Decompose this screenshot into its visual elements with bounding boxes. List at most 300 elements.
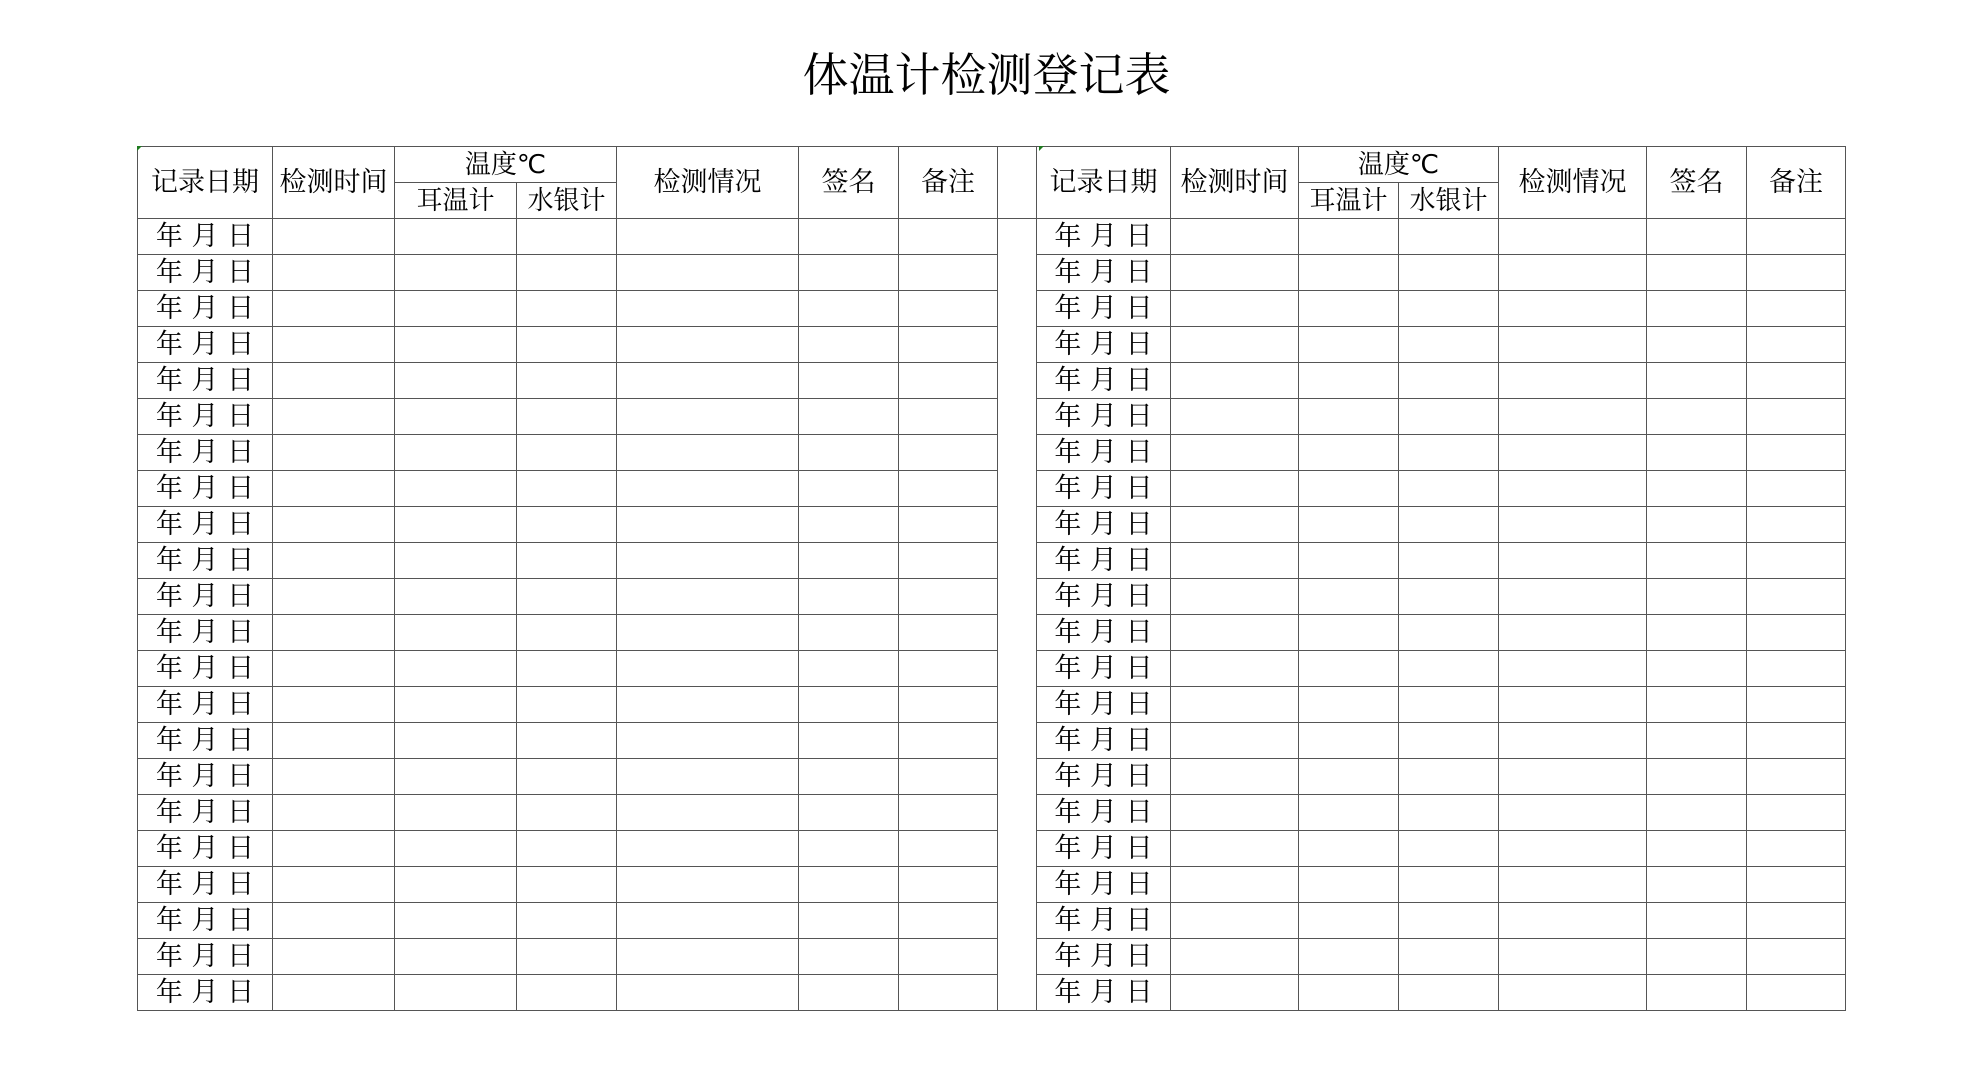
left-date-cell[interactable]: 年 月 日 <box>138 723 273 759</box>
left-ear-thermometer-cell[interactable] <box>395 723 517 759</box>
right-check-time-cell[interactable] <box>1171 831 1299 867</box>
left-ear-thermometer-cell[interactable] <box>395 327 517 363</box>
left-check-status-cell[interactable] <box>617 615 799 651</box>
right-signature-cell[interactable] <box>1647 399 1747 435</box>
right-check-time-cell[interactable] <box>1171 795 1299 831</box>
right-check-time-cell[interactable] <box>1171 723 1299 759</box>
right-mercury-thermometer-cell[interactable] <box>1399 507 1499 543</box>
left-remarks-cell[interactable] <box>899 255 998 291</box>
left-date-cell[interactable]: 年 月 日 <box>138 291 273 327</box>
right-mercury-thermometer-cell[interactable] <box>1399 219 1499 255</box>
right-check-status-cell[interactable] <box>1499 471 1647 507</box>
right-date-cell[interactable]: 年 月 日 <box>1037 255 1171 291</box>
left-signature-cell[interactable] <box>799 255 899 291</box>
right-check-status-cell[interactable] <box>1499 327 1647 363</box>
left-remarks-cell[interactable] <box>899 399 998 435</box>
left-mercury-thermometer-cell[interactable] <box>517 579 617 615</box>
right-signature-cell[interactable] <box>1647 291 1747 327</box>
right-ear-thermometer-cell[interactable] <box>1299 759 1399 795</box>
right-check-status-cell[interactable] <box>1499 687 1647 723</box>
right-check-status-cell[interactable] <box>1499 615 1647 651</box>
left-ear-thermometer-cell[interactable] <box>395 759 517 795</box>
left-check-status-cell[interactable] <box>617 219 799 255</box>
left-signature-cell[interactable] <box>799 723 899 759</box>
left-ear-thermometer-cell[interactable] <box>395 579 517 615</box>
right-check-time-cell[interactable] <box>1171 939 1299 975</box>
right-mercury-thermometer-cell[interactable] <box>1399 867 1499 903</box>
right-check-status-cell[interactable] <box>1499 219 1647 255</box>
right-date-cell[interactable]: 年 月 日 <box>1037 471 1171 507</box>
right-mercury-thermometer-cell[interactable] <box>1399 255 1499 291</box>
right-remarks-cell[interactable] <box>1747 903 1846 939</box>
right-date-cell[interactable]: 年 月 日 <box>1037 759 1171 795</box>
left-date-cell[interactable]: 年 月 日 <box>138 435 273 471</box>
left-signature-cell[interactable] <box>799 687 899 723</box>
right-remarks-cell[interactable] <box>1747 615 1846 651</box>
right-check-status-cell[interactable] <box>1499 255 1647 291</box>
left-remarks-cell[interactable] <box>899 363 998 399</box>
right-signature-cell[interactable] <box>1647 255 1747 291</box>
right-check-time-cell[interactable] <box>1171 507 1299 543</box>
left-remarks-cell[interactable] <box>899 831 998 867</box>
right-remarks-cell[interactable] <box>1747 795 1846 831</box>
left-check-status-cell[interactable] <box>617 651 799 687</box>
left-date-cell[interactable]: 年 月 日 <box>138 255 273 291</box>
right-remarks-cell[interactable] <box>1747 219 1846 255</box>
right-signature-cell[interactable] <box>1647 723 1747 759</box>
right-check-status-cell[interactable] <box>1499 543 1647 579</box>
right-mercury-thermometer-cell[interactable] <box>1399 795 1499 831</box>
left-check-time-cell[interactable] <box>273 471 395 507</box>
left-ear-thermometer-cell[interactable] <box>395 939 517 975</box>
right-mercury-thermometer-cell[interactable] <box>1399 903 1499 939</box>
right-check-time-cell[interactable] <box>1171 651 1299 687</box>
left-signature-cell[interactable] <box>799 831 899 867</box>
left-remarks-cell[interactable] <box>899 867 998 903</box>
right-signature-cell[interactable] <box>1647 651 1747 687</box>
left-check-time-cell[interactable] <box>273 543 395 579</box>
left-signature-cell[interactable] <box>799 975 899 1011</box>
right-remarks-cell[interactable] <box>1747 867 1846 903</box>
right-date-cell[interactable]: 年 月 日 <box>1037 219 1171 255</box>
left-check-status-cell[interactable] <box>617 759 799 795</box>
right-check-time-cell[interactable] <box>1171 975 1299 1011</box>
right-mercury-thermometer-cell[interactable] <box>1399 435 1499 471</box>
right-mercury-thermometer-cell[interactable] <box>1399 471 1499 507</box>
right-remarks-cell[interactable] <box>1747 255 1846 291</box>
left-remarks-cell[interactable] <box>899 291 998 327</box>
left-check-time-cell[interactable] <box>273 939 395 975</box>
left-check-status-cell[interactable] <box>617 831 799 867</box>
right-ear-thermometer-cell[interactable] <box>1299 795 1399 831</box>
left-ear-thermometer-cell[interactable] <box>395 507 517 543</box>
left-remarks-cell[interactable] <box>899 507 998 543</box>
left-signature-cell[interactable] <box>799 939 899 975</box>
left-mercury-thermometer-cell[interactable] <box>517 723 617 759</box>
right-check-status-cell[interactable] <box>1499 651 1647 687</box>
right-ear-thermometer-cell[interactable] <box>1299 687 1399 723</box>
left-remarks-cell[interactable] <box>899 327 998 363</box>
left-check-time-cell[interactable] <box>273 291 395 327</box>
right-check-status-cell[interactable] <box>1499 291 1647 327</box>
right-signature-cell[interactable] <box>1647 831 1747 867</box>
left-mercury-thermometer-cell[interactable] <box>517 507 617 543</box>
right-ear-thermometer-cell[interactable] <box>1299 615 1399 651</box>
left-mercury-thermometer-cell[interactable] <box>517 615 617 651</box>
left-date-cell[interactable]: 年 月 日 <box>138 651 273 687</box>
left-check-status-cell[interactable] <box>617 975 799 1011</box>
right-check-status-cell[interactable] <box>1499 903 1647 939</box>
right-remarks-cell[interactable] <box>1747 831 1846 867</box>
left-check-time-cell[interactable] <box>273 579 395 615</box>
left-date-cell[interactable]: 年 月 日 <box>138 867 273 903</box>
right-check-time-cell[interactable] <box>1171 219 1299 255</box>
right-check-time-cell[interactable] <box>1171 399 1299 435</box>
left-check-status-cell[interactable] <box>617 939 799 975</box>
left-signature-cell[interactable] <box>799 795 899 831</box>
left-mercury-thermometer-cell[interactable] <box>517 435 617 471</box>
left-date-cell[interactable]: 年 月 日 <box>138 327 273 363</box>
left-mercury-thermometer-cell[interactable] <box>517 363 617 399</box>
left-remarks-cell[interactable] <box>899 651 998 687</box>
right-ear-thermometer-cell[interactable] <box>1299 363 1399 399</box>
left-date-cell[interactable]: 年 月 日 <box>138 795 273 831</box>
right-mercury-thermometer-cell[interactable] <box>1399 723 1499 759</box>
left-check-time-cell[interactable] <box>273 723 395 759</box>
right-ear-thermometer-cell[interactable] <box>1299 219 1399 255</box>
left-remarks-cell[interactable] <box>899 759 998 795</box>
right-remarks-cell[interactable] <box>1747 723 1846 759</box>
right-signature-cell[interactable] <box>1647 903 1747 939</box>
left-mercury-thermometer-cell[interactable] <box>517 975 617 1011</box>
left-ear-thermometer-cell[interactable] <box>395 795 517 831</box>
left-date-cell[interactable]: 年 月 日 <box>138 939 273 975</box>
right-check-time-cell[interactable] <box>1171 687 1299 723</box>
left-date-cell[interactable]: 年 月 日 <box>138 687 273 723</box>
right-date-cell[interactable]: 年 月 日 <box>1037 867 1171 903</box>
right-remarks-cell[interactable] <box>1747 507 1846 543</box>
right-date-cell[interactable]: 年 月 日 <box>1037 831 1171 867</box>
left-mercury-thermometer-cell[interactable] <box>517 255 617 291</box>
left-date-cell[interactable]: 年 月 日 <box>138 579 273 615</box>
left-check-time-cell[interactable] <box>273 255 395 291</box>
right-signature-cell[interactable] <box>1647 543 1747 579</box>
right-remarks-cell[interactable] <box>1747 399 1846 435</box>
right-signature-cell[interactable] <box>1647 435 1747 471</box>
right-ear-thermometer-cell[interactable] <box>1299 291 1399 327</box>
left-signature-cell[interactable] <box>799 327 899 363</box>
left-remarks-cell[interactable] <box>899 219 998 255</box>
left-check-status-cell[interactable] <box>617 471 799 507</box>
right-date-cell[interactable]: 年 月 日 <box>1037 399 1171 435</box>
right-ear-thermometer-cell[interactable] <box>1299 543 1399 579</box>
left-check-time-cell[interactable] <box>273 975 395 1011</box>
left-check-status-cell[interactable] <box>617 363 799 399</box>
left-mercury-thermometer-cell[interactable] <box>517 867 617 903</box>
left-check-time-cell[interactable] <box>273 687 395 723</box>
right-check-time-cell[interactable] <box>1171 363 1299 399</box>
left-check-time-cell[interactable] <box>273 903 395 939</box>
right-remarks-cell[interactable] <box>1747 651 1846 687</box>
right-check-time-cell[interactable] <box>1171 867 1299 903</box>
left-check-status-cell[interactable] <box>617 687 799 723</box>
left-remarks-cell[interactable] <box>899 471 998 507</box>
left-signature-cell[interactable] <box>799 903 899 939</box>
left-check-time-cell[interactable] <box>273 867 395 903</box>
left-check-time-cell[interactable] <box>273 651 395 687</box>
right-check-time-cell[interactable] <box>1171 327 1299 363</box>
left-date-cell[interactable]: 年 月 日 <box>138 507 273 543</box>
left-date-cell[interactable]: 年 月 日 <box>138 219 273 255</box>
left-signature-cell[interactable] <box>799 363 899 399</box>
right-date-cell[interactable]: 年 月 日 <box>1037 435 1171 471</box>
left-signature-cell[interactable] <box>799 435 899 471</box>
left-check-time-cell[interactable] <box>273 831 395 867</box>
left-signature-cell[interactable] <box>799 219 899 255</box>
left-mercury-thermometer-cell[interactable] <box>517 543 617 579</box>
right-ear-thermometer-cell[interactable] <box>1299 831 1399 867</box>
left-ear-thermometer-cell[interactable] <box>395 255 517 291</box>
right-signature-cell[interactable] <box>1647 363 1747 399</box>
right-remarks-cell[interactable] <box>1747 975 1846 1011</box>
left-ear-thermometer-cell[interactable] <box>395 219 517 255</box>
left-ear-thermometer-cell[interactable] <box>395 291 517 327</box>
left-check-status-cell[interactable] <box>617 903 799 939</box>
right-ear-thermometer-cell[interactable] <box>1299 975 1399 1011</box>
left-date-cell[interactable]: 年 月 日 <box>138 399 273 435</box>
left-mercury-thermometer-cell[interactable] <box>517 651 617 687</box>
right-remarks-cell[interactable] <box>1747 543 1846 579</box>
left-remarks-cell[interactable] <box>899 687 998 723</box>
right-check-status-cell[interactable] <box>1499 795 1647 831</box>
right-check-status-cell[interactable] <box>1499 435 1647 471</box>
left-check-time-cell[interactable] <box>273 219 395 255</box>
right-check-time-cell[interactable] <box>1171 255 1299 291</box>
left-mercury-thermometer-cell[interactable] <box>517 219 617 255</box>
left-signature-cell[interactable] <box>799 759 899 795</box>
left-check-status-cell[interactable] <box>617 399 799 435</box>
right-check-status-cell[interactable] <box>1499 399 1647 435</box>
right-date-cell[interactable]: 年 月 日 <box>1037 327 1171 363</box>
left-remarks-cell[interactable] <box>899 903 998 939</box>
right-ear-thermometer-cell[interactable] <box>1299 471 1399 507</box>
right-ear-thermometer-cell[interactable] <box>1299 939 1399 975</box>
right-check-status-cell[interactable] <box>1499 867 1647 903</box>
right-mercury-thermometer-cell[interactable] <box>1399 399 1499 435</box>
left-check-status-cell[interactable] <box>617 723 799 759</box>
right-remarks-cell[interactable] <box>1747 759 1846 795</box>
left-check-status-cell[interactable] <box>617 507 799 543</box>
left-mercury-thermometer-cell[interactable] <box>517 687 617 723</box>
left-signature-cell[interactable] <box>799 471 899 507</box>
right-ear-thermometer-cell[interactable] <box>1299 255 1399 291</box>
left-check-status-cell[interactable] <box>617 327 799 363</box>
right-check-time-cell[interactable] <box>1171 759 1299 795</box>
left-check-time-cell[interactable] <box>273 615 395 651</box>
right-mercury-thermometer-cell[interactable] <box>1399 363 1499 399</box>
left-ear-thermometer-cell[interactable] <box>395 543 517 579</box>
left-remarks-cell[interactable] <box>899 975 998 1011</box>
left-mercury-thermometer-cell[interactable] <box>517 759 617 795</box>
right-ear-thermometer-cell[interactable] <box>1299 651 1399 687</box>
right-ear-thermometer-cell[interactable] <box>1299 507 1399 543</box>
left-ear-thermometer-cell[interactable] <box>395 435 517 471</box>
left-mercury-thermometer-cell[interactable] <box>517 291 617 327</box>
left-date-cell[interactable]: 年 月 日 <box>138 831 273 867</box>
right-mercury-thermometer-cell[interactable] <box>1399 615 1499 651</box>
left-ear-thermometer-cell[interactable] <box>395 471 517 507</box>
left-ear-thermometer-cell[interactable] <box>395 975 517 1011</box>
left-check-status-cell[interactable] <box>617 255 799 291</box>
right-mercury-thermometer-cell[interactable] <box>1399 759 1499 795</box>
left-remarks-cell[interactable] <box>899 435 998 471</box>
right-check-time-cell[interactable] <box>1171 291 1299 327</box>
left-date-cell[interactable]: 年 月 日 <box>138 975 273 1011</box>
left-ear-thermometer-cell[interactable] <box>395 399 517 435</box>
left-signature-cell[interactable] <box>799 291 899 327</box>
right-check-time-cell[interactable] <box>1171 543 1299 579</box>
right-signature-cell[interactable] <box>1647 507 1747 543</box>
right-signature-cell[interactable] <box>1647 687 1747 723</box>
right-signature-cell[interactable] <box>1647 579 1747 615</box>
right-mercury-thermometer-cell[interactable] <box>1399 579 1499 615</box>
left-signature-cell[interactable] <box>799 867 899 903</box>
right-check-status-cell[interactable] <box>1499 975 1647 1011</box>
right-mercury-thermometer-cell[interactable] <box>1399 975 1499 1011</box>
right-date-cell[interactable]: 年 月 日 <box>1037 723 1171 759</box>
right-signature-cell[interactable] <box>1647 975 1747 1011</box>
left-date-cell[interactable]: 年 月 日 <box>138 759 273 795</box>
right-check-time-cell[interactable] <box>1171 903 1299 939</box>
right-check-status-cell[interactable] <box>1499 579 1647 615</box>
right-mercury-thermometer-cell[interactable] <box>1399 687 1499 723</box>
right-mercury-thermometer-cell[interactable] <box>1399 327 1499 363</box>
left-remarks-cell[interactable] <box>899 795 998 831</box>
left-signature-cell[interactable] <box>799 579 899 615</box>
left-signature-cell[interactable] <box>799 615 899 651</box>
left-remarks-cell[interactable] <box>899 939 998 975</box>
left-check-status-cell[interactable] <box>617 291 799 327</box>
left-check-time-cell[interactable] <box>273 759 395 795</box>
right-remarks-cell[interactable] <box>1747 687 1846 723</box>
right-signature-cell[interactable] <box>1647 471 1747 507</box>
right-date-cell[interactable]: 年 月 日 <box>1037 615 1171 651</box>
right-ear-thermometer-cell[interactable] <box>1299 867 1399 903</box>
right-date-cell[interactable]: 年 月 日 <box>1037 651 1171 687</box>
left-ear-thermometer-cell[interactable] <box>395 903 517 939</box>
right-date-cell[interactable]: 年 月 日 <box>1037 543 1171 579</box>
left-check-time-cell[interactable] <box>273 507 395 543</box>
left-date-cell[interactable]: 年 月 日 <box>138 903 273 939</box>
right-check-status-cell[interactable] <box>1499 939 1647 975</box>
right-signature-cell[interactable] <box>1647 615 1747 651</box>
left-mercury-thermometer-cell[interactable] <box>517 939 617 975</box>
left-check-status-cell[interactable] <box>617 579 799 615</box>
left-mercury-thermometer-cell[interactable] <box>517 903 617 939</box>
right-mercury-thermometer-cell[interactable] <box>1399 831 1499 867</box>
left-remarks-cell[interactable] <box>899 579 998 615</box>
right-date-cell[interactable]: 年 月 日 <box>1037 291 1171 327</box>
left-remarks-cell[interactable] <box>899 543 998 579</box>
left-mercury-thermometer-cell[interactable] <box>517 831 617 867</box>
left-ear-thermometer-cell[interactable] <box>395 651 517 687</box>
right-signature-cell[interactable] <box>1647 939 1747 975</box>
right-remarks-cell[interactable] <box>1747 471 1846 507</box>
left-signature-cell[interactable] <box>799 399 899 435</box>
right-remarks-cell[interactable] <box>1747 579 1846 615</box>
right-mercury-thermometer-cell[interactable] <box>1399 291 1499 327</box>
left-signature-cell[interactable] <box>799 651 899 687</box>
left-ear-thermometer-cell[interactable] <box>395 687 517 723</box>
right-ear-thermometer-cell[interactable] <box>1299 435 1399 471</box>
right-mercury-thermometer-cell[interactable] <box>1399 543 1499 579</box>
right-signature-cell[interactable] <box>1647 795 1747 831</box>
left-check-status-cell[interactable] <box>617 543 799 579</box>
right-date-cell[interactable]: 年 月 日 <box>1037 975 1171 1011</box>
right-date-cell[interactable]: 年 月 日 <box>1037 579 1171 615</box>
left-ear-thermometer-cell[interactable] <box>395 867 517 903</box>
left-remarks-cell[interactable] <box>899 723 998 759</box>
right-mercury-thermometer-cell[interactable] <box>1399 939 1499 975</box>
left-signature-cell[interactable] <box>799 543 899 579</box>
right-date-cell[interactable]: 年 月 日 <box>1037 939 1171 975</box>
right-check-time-cell[interactable] <box>1171 615 1299 651</box>
left-check-status-cell[interactable] <box>617 795 799 831</box>
left-mercury-thermometer-cell[interactable] <box>517 471 617 507</box>
left-date-cell[interactable]: 年 月 日 <box>138 363 273 399</box>
right-check-status-cell[interactable] <box>1499 831 1647 867</box>
left-check-time-cell[interactable] <box>273 435 395 471</box>
right-ear-thermometer-cell[interactable] <box>1299 903 1399 939</box>
left-ear-thermometer-cell[interactable] <box>395 831 517 867</box>
right-remarks-cell[interactable] <box>1747 327 1846 363</box>
left-mercury-thermometer-cell[interactable] <box>517 327 617 363</box>
right-check-status-cell[interactable] <box>1499 759 1647 795</box>
left-check-time-cell[interactable] <box>273 363 395 399</box>
right-date-cell[interactable]: 年 月 日 <box>1037 507 1171 543</box>
left-date-cell[interactable]: 年 月 日 <box>138 471 273 507</box>
left-mercury-thermometer-cell[interactable] <box>517 399 617 435</box>
right-check-status-cell[interactable] <box>1499 723 1647 759</box>
left-check-time-cell[interactable] <box>273 399 395 435</box>
right-check-time-cell[interactable] <box>1171 435 1299 471</box>
right-date-cell[interactable]: 年 月 日 <box>1037 795 1171 831</box>
right-ear-thermometer-cell[interactable] <box>1299 723 1399 759</box>
right-signature-cell[interactable] <box>1647 759 1747 795</box>
right-check-status-cell[interactable] <box>1499 363 1647 399</box>
right-remarks-cell[interactable] <box>1747 363 1846 399</box>
right-signature-cell[interactable] <box>1647 219 1747 255</box>
right-ear-thermometer-cell[interactable] <box>1299 579 1399 615</box>
left-date-cell[interactable]: 年 月 日 <box>138 615 273 651</box>
right-ear-thermometer-cell[interactable] <box>1299 327 1399 363</box>
right-mercury-thermometer-cell[interactable] <box>1399 651 1499 687</box>
right-signature-cell[interactable] <box>1647 327 1747 363</box>
left-mercury-thermometer-cell[interactable] <box>517 795 617 831</box>
left-signature-cell[interactable] <box>799 507 899 543</box>
right-check-status-cell[interactable] <box>1499 507 1647 543</box>
right-remarks-cell[interactable] <box>1747 435 1846 471</box>
left-date-cell[interactable]: 年 月 日 <box>138 543 273 579</box>
left-ear-thermometer-cell[interactable] <box>395 363 517 399</box>
right-ear-thermometer-cell[interactable] <box>1299 399 1399 435</box>
right-check-time-cell[interactable] <box>1171 579 1299 615</box>
left-remarks-cell[interactable] <box>899 615 998 651</box>
right-date-cell[interactable]: 年 月 日 <box>1037 903 1171 939</box>
left-check-status-cell[interactable] <box>617 435 799 471</box>
right-check-time-cell[interactable] <box>1171 471 1299 507</box>
left-ear-thermometer-cell[interactable] <box>395 615 517 651</box>
